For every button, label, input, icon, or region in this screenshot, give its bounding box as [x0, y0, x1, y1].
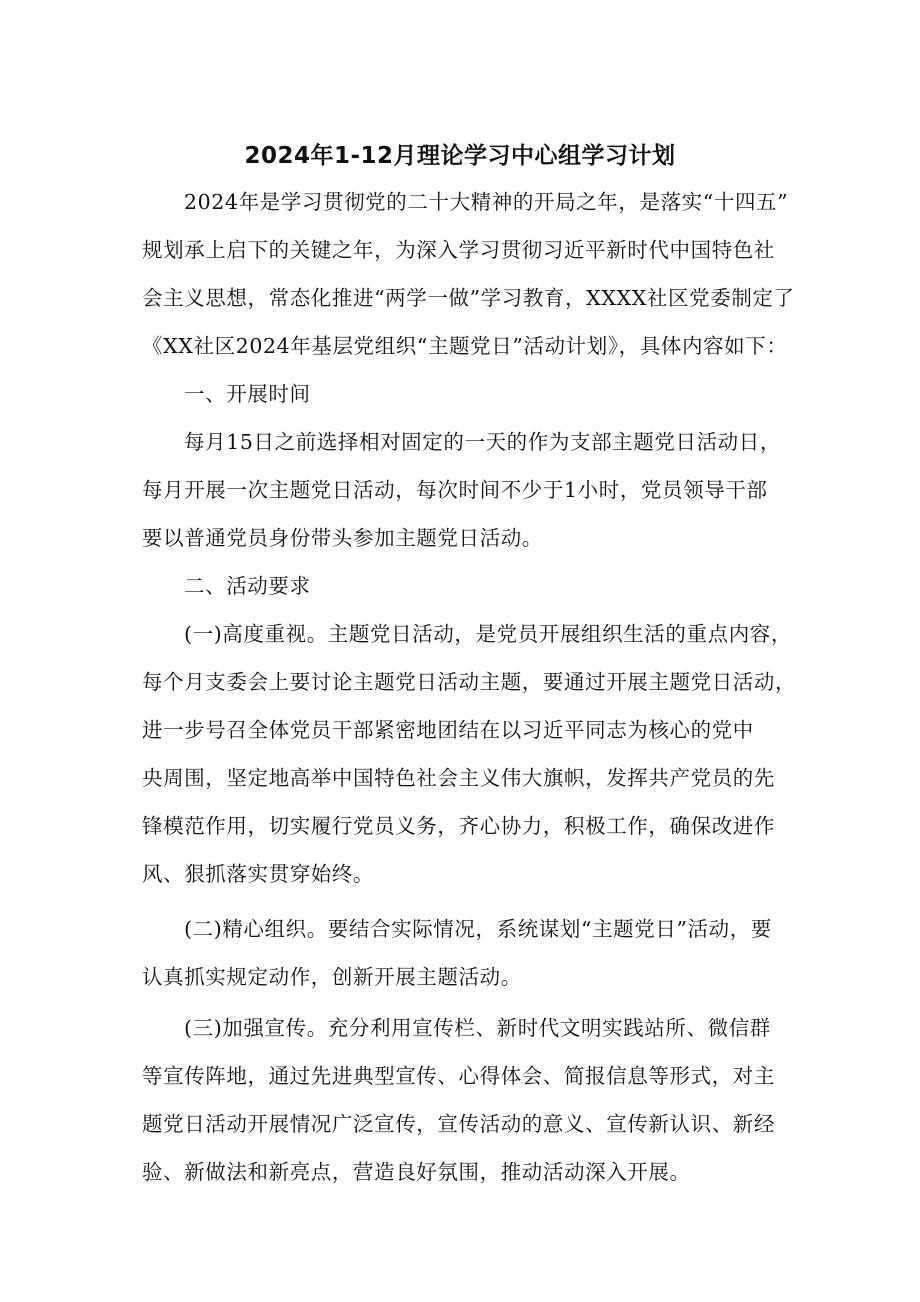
- paragraph-req3-line-1: (三)加强宣传。充分利用宣传栏、新时代文明实践站所、微信群: [184, 1016, 771, 1040]
- paragraph-intro-line-4: 《XX社区2024年基层党组织“主题党日”活动计划》，具体内容如下：: [142, 334, 788, 358]
- paragraph-req2-line-1: (二)精心组织。要结合实际情况，系统谋划“主题党日”活动，要: [184, 917, 772, 941]
- section-heading-time: 一、开展时间: [184, 382, 311, 406]
- paragraph-time-line-1: 每月15日之前选择相对固定的一天的作为支部主题党日活动日，: [184, 430, 781, 454]
- paragraph-req3-line-4: 验、新做法和新亮点，营造良好氛围，推动活动深入开展。: [142, 1160, 691, 1184]
- paragraph-req1-line-5: 锋模范作用，切实履行党员义务，齐心协力，积极工作，确保改进作: [142, 814, 775, 838]
- document-title: 2024年1-12月理论学习中心组学习计划: [244, 143, 676, 169]
- paragraph-req1-line-6: 风、狠抓落实贯穿始终。: [142, 862, 375, 886]
- paragraph-req3-line-3: 题党日活动开展情况广泛宣传，宣传活动的意义、宣传新认识、新经: [142, 1112, 775, 1136]
- paragraph-intro-line-2: 规划承上启下的关键之年，为深入学习贯彻习近平新时代中国特色社: [142, 238, 775, 262]
- section-heading-requirements: 二、活动要求: [184, 574, 311, 598]
- paragraph-intro-line-1: 2024年是学习贯彻党的二十大精神的开局之年，是落实“十四五”: [184, 190, 789, 214]
- paragraph-time-line-2: 每月开展一次主题党日活动，每次时间不少于1小时，党员领导干部: [142, 478, 768, 502]
- paragraph-req1-line-1: (一)高度重视。主题党日活动，是党员开展组织生活的重点内容，: [184, 622, 792, 646]
- paragraph-intro-line-3: 会主义思想，常态化推进“两学一做”学习教育，XXXX社区党委制定了: [142, 286, 795, 310]
- paragraph-time-line-3: 要以普通党员身份带头参加主题党日活动。: [142, 526, 543, 550]
- paragraph-req1-line-4: 央周围，坚定地高举中国特色社会主义伟大旗帜，发挥共产党员的先: [142, 766, 775, 790]
- paragraph-req3-line-2: 等宣传阵地，通过先进典型宣传、心得体会、简报信息等形式，对主: [142, 1064, 775, 1088]
- paragraph-req1-line-3: 进一步号召全体党员干部紧密地团结在以习近平同志为核心的党中: [142, 718, 754, 742]
- paragraph-req1-line-2: 每个月支委会上要讨论主题党日活动主题，要通过开展主题党日活动，: [142, 670, 797, 694]
- paragraph-req2-line-2: 认真抓实规定动作，创新开展主题活动。: [142, 965, 522, 989]
